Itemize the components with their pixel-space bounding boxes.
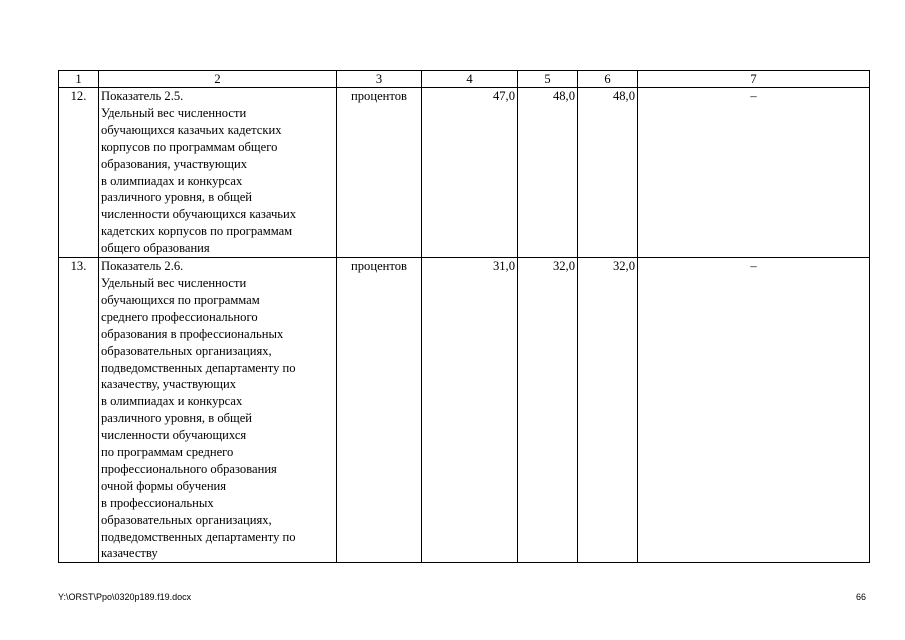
indicator-title: Показатель 2.5. — [101, 89, 184, 103]
value-col7: – — [638, 258, 870, 563]
table-row — [59, 258, 870, 563]
unit-cell: процентов — [337, 88, 422, 258]
indicator-cell — [99, 88, 337, 258]
col-header-2: 2 — [99, 71, 337, 88]
value-col4: 31,0 — [422, 258, 518, 563]
value-col7: – — [638, 88, 870, 258]
value-col6: 48,0 — [578, 88, 638, 258]
table-row — [59, 88, 870, 258]
row-number: 13. — [59, 258, 99, 563]
indicator-description: Удельный вес численности обучающихся казачьих кадетских корпусов по программам общего образования, участвующих в олимпиадах и конкурсах различного уровня, в общей численности обучающихся казачьих кадетских корпусов по программам общего образования — [101, 105, 297, 256]
indicator-cell — [99, 258, 337, 563]
footer-file-path: Y:\ORST\Ppo\0320p189.f19.docx — [58, 592, 192, 602]
col-header-3: 3 — [337, 71, 422, 88]
table-header-row — [59, 71, 870, 88]
row-number: 12. — [59, 88, 99, 258]
col-header-4: 4 — [422, 71, 518, 88]
value-col5: 48,0 — [518, 88, 578, 258]
unit-cell: процентов — [337, 258, 422, 563]
indicator-table — [58, 70, 870, 563]
value-col6: 32,0 — [578, 258, 638, 563]
value-col5: 32,0 — [518, 258, 578, 563]
col-header-6: 6 — [578, 71, 638, 88]
col-header-7: 7 — [638, 71, 870, 88]
col-header-5: 5 — [518, 71, 578, 88]
col-header-1: 1 — [59, 71, 99, 88]
indicator-title: Показатель 2.6. — [101, 259, 184, 274]
value-col4: 47,0 — [422, 88, 518, 258]
indicator-description: Удельный вес численности обучающихся по программам среднего профессионального образования в профессиональных образовательных организациях, подведомственных департаменту по казачеству, участвующих в олимпиадах и конкурсах различного уровня, в общей численности обучающихся по программам среднего профессионального образования очной формы обучения в профессиональных образовательных организациях, подведомственных департаменту по казачеству — [101, 275, 296, 561]
page-number: 66 — [855, 592, 866, 602]
